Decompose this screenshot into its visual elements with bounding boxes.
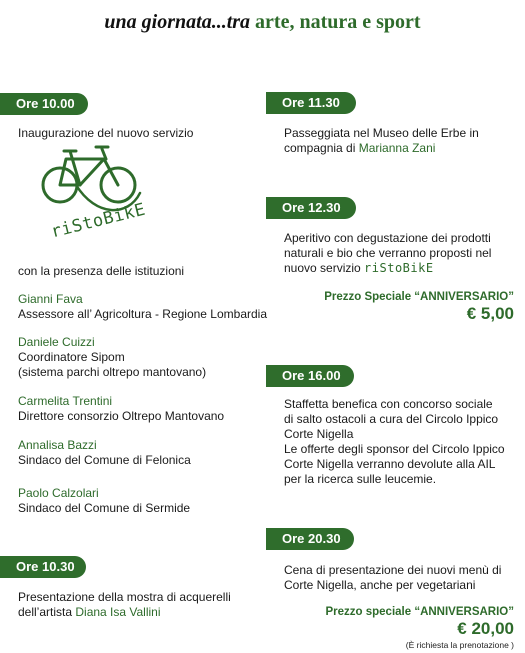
time-badge-1130: Ore 11.30: [266, 92, 356, 114]
ristobike-inline-logo: riStoBikE: [364, 261, 434, 275]
artist-name: Diana Isa Vallini: [75, 605, 161, 619]
staffetta-line: Corte Nigella: [284, 427, 354, 441]
person-role: Coordinatore Sipom: [18, 350, 125, 364]
inauguration-text: Inaugurazione del nuovo servizio: [18, 126, 194, 140]
dinner-text-line1: Cena di presentazione dei nuovi menù di: [284, 563, 502, 577]
person-role-detail: (sistema parchi oltrepo mantovano): [18, 365, 207, 379]
time-badge-2030: Ore 20.30: [266, 528, 354, 550]
time-badge-1030: Ore 10.30: [0, 556, 86, 578]
presence-text: con la presenza delle istituzioni: [18, 264, 185, 278]
staffetta-line: per la ricerca sulle leucemie.: [284, 472, 437, 486]
dinner-text-line2: Corte Nigella, anche per vegetariani: [284, 578, 476, 592]
aperitivo-text-line1: Aperitivo con degustazione dei prodotti: [284, 231, 491, 245]
guide-name: Marianna Zani: [358, 141, 436, 155]
aperitivo-prefix: nuovo servizio: [284, 261, 365, 275]
title-part-1: una giornata...tra: [104, 11, 256, 33]
person-name: Paolo Calzolari: [18, 486, 99, 500]
time-badge-1230: Ore 12.30: [266, 197, 356, 219]
person-name: Carmelita Trentini: [18, 394, 113, 408]
walk-prefix: compagnia di: [284, 141, 359, 155]
exhibition-text-line1: Presentazione della mostra di acquerelli: [18, 590, 231, 604]
page-title: [0, 11, 525, 34]
aperitivo-text-line3: [284, 261, 434, 276]
walk-text-line2: [284, 141, 435, 156]
person-name: Annalisa Bazzi: [18, 438, 97, 452]
person-name: Gianni Fava: [18, 292, 83, 306]
staffetta-line: Staffetta benefica con concorso sociale: [284, 397, 493, 411]
staffetta-line: Le offerte degli sponsor del Circolo Ippico: [284, 442, 505, 456]
price-2: € 20,00: [457, 619, 514, 638]
ristobike-logo-text: riStoBikE: [49, 199, 148, 243]
exhibition-text-line2: [18, 605, 161, 620]
time-badge-1600: Ore 16.00: [266, 365, 354, 387]
staffetta-line: di salto ostacoli a cura del Circolo Ippico: [284, 412, 499, 426]
person-role: Sindaco del Comune di Sermide: [18, 501, 191, 515]
price-label-2: Prezzo speciale “ANNIVERSARIO”: [325, 606, 514, 618]
person-name: Daniele Cuizzi: [18, 335, 95, 349]
reservation-note: (È richiesta la prenotazione ): [405, 640, 514, 650]
person-role: Direttore consorzio Oltrepo Mantovano: [18, 409, 225, 423]
price-label-1: Prezzo Speciale “ANNIVERSARIO”: [324, 291, 514, 303]
staffetta-line: Corte Nigella verranno devolute alla AIL: [284, 457, 496, 471]
person-role: Assessore all’ Agricoltura - Regione Lombardia: [18, 307, 268, 321]
person-role: Sindaco del Comune di Felonica: [18, 453, 191, 467]
exhibition-prefix: dell’artista: [18, 605, 76, 619]
walk-text-line1: Passeggiata nel Museo delle Erbe in: [284, 126, 479, 140]
time-badge-1000: Ore 10.00: [0, 93, 88, 115]
aperitivo-text-line2: naturali e bio che verranno proposti nel: [284, 246, 492, 260]
title-part-2: arte, natura e sport: [255, 11, 421, 33]
price-1: € 5,00: [466, 304, 514, 323]
ristobike-logo: [36, 141, 148, 241]
